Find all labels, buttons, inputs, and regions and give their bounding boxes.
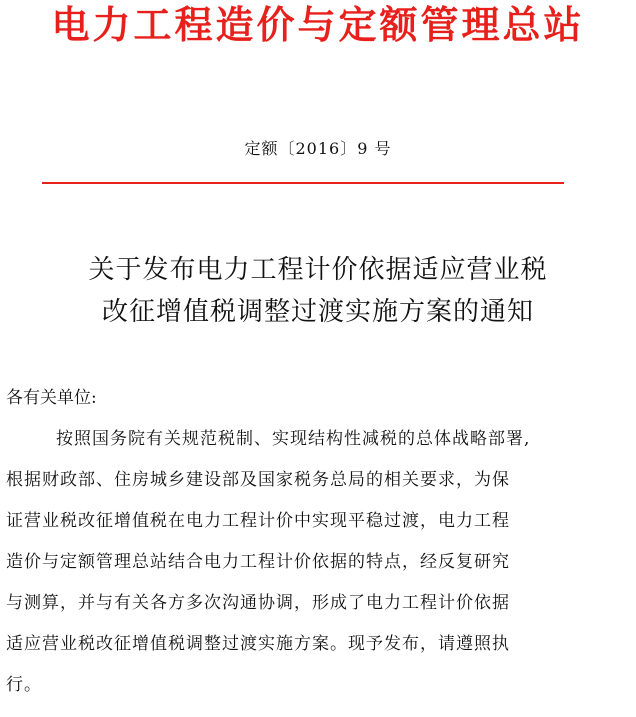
body-line: 造价与定额管理总站结合电力工程计价依据的特点，经反复研究 — [6, 552, 510, 572]
organization-header: 电力工程造价与定额管理总站 — [51, 2, 585, 47]
salutation: 各有关单位: — [6, 388, 97, 408]
body-line: 与测算，并与有关各方多次沟通协调，形成了电力工程计价依据 — [6, 593, 510, 613]
document-title-line-1: 关于发布电力工程计价依据适应营业税 — [88, 255, 548, 285]
body-line: 适应营业税改征增值税调整过渡实施方案。现予发布，请遵照执 — [6, 634, 510, 654]
body-line: 根据财政部、住房城乡建设部及国家税务总局的相关要求，为保 — [6, 470, 510, 490]
document-number: 定额〔2016〕9 号 — [244, 139, 392, 158]
body-line: 按照国务院有关规范税制、实现结构性减税的总体战略部署, — [56, 429, 531, 449]
body-line: 证营业税改征增值税在电力工程计价中实现平稳过渡，电力工程 — [6, 511, 510, 531]
document-title-line-2: 改征增值税调整过渡实施方案的通知 — [101, 297, 534, 327]
body-line: 行。 — [6, 675, 42, 695]
red-divider-line — [42, 182, 564, 184]
